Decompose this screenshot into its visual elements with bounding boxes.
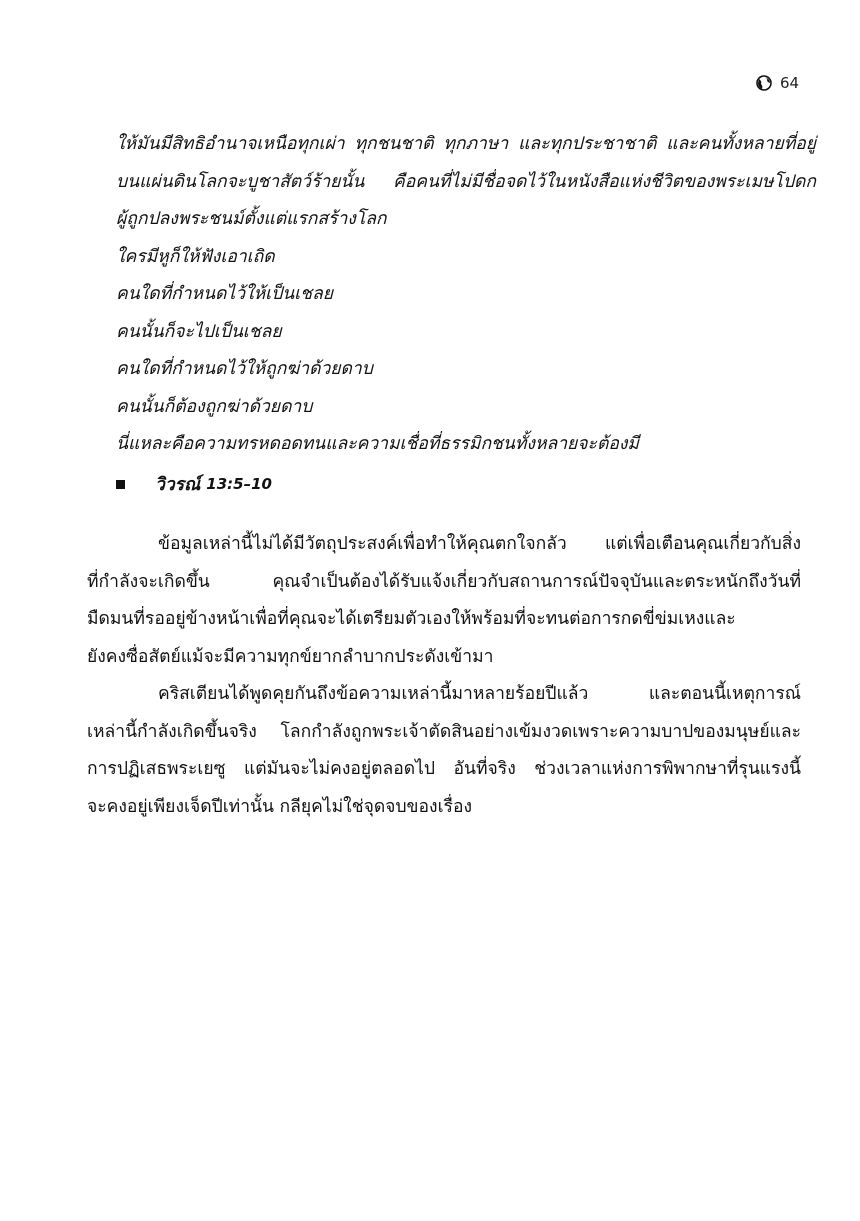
quote-line: ให้มันมีสิทธิอำนาจเหนือทุกเผ่า ทุกชนชาติ ทุกภาษา และทุกประชาชาติ และคนทั้งหลายที่อยู่ [116,134,816,154]
paragraph-line: เหล่านี้กำลังเกิดขึ้นจริง โลกกำลังถูกพระเจ้าตัดสินอย่างเข้มงวดเพราะความบาปของมนุษย์และ [87,721,801,742]
quote-line: บนแผ่นดินโลกจะบูชาสัตว์ร้ายนั้น คือคนที่ไม่มีชื่อจดไว้ในหนังสือแห่งชีวิตของพระเมษโปดก [116,171,816,192]
quote-line: คนใดที่กำหนดไว้ให้เป็นเชลย [116,284,333,304]
quote-line: คนใดที่กำหนดไว้ให้ถูกฆ่าด้วยดาบ [116,359,373,379]
paragraph-line: การปฏิเสธพระเยซู แต่มันจะไม่คงอยู่ตลอดไป อันที่จริง ช่วงเวลาแห่งการพิพากษาที่รุนแรงนี้ [87,759,801,779]
page-number: 64 [780,74,800,92]
body-text [87,526,801,826]
paragraph [87,676,801,826]
paragraph-line: ที่กำลังจะเกิดขึ้น คุณจำเป็นต้องได้รับแจ้งเกี่ยวกับสถานการณ์ปัจจุบันและตระหนักถึงวันที่ [87,571,801,592]
paragraph [87,526,801,676]
page-header [756,74,799,92]
scripture-reference [116,470,272,498]
quote-line: คนนั้นก็ต้องถูกฆ่าด้วยดาบ [116,396,313,417]
paragraph-line: จะคงอยู่เพียงเจ็ดปีเท่านั้น กลียุคไม่ใช่จุดจบของเรื่อง [87,796,472,817]
reference-book: วิวรณ์ [155,475,201,495]
paragraph-line: คริสเตียนได้พูดคุยกันถึงข้อความเหล่านี้มาหลายร้อยปีแล้ว และตอนนี้เหตุการณ์ [158,684,801,704]
paragraph-line: ข้อมูลเหล่านี้ไม่ได้มีวัตถุประสงค์เพื่อทำให้คุณตกใจกลัว แต่เพื่อเตือนคุณเกี่ยวกับสิ่ง [158,534,801,554]
paragraph-line: ยังคงซื่อสัตย์แม้จะมีความทุกข์ยากลำบากประดังเข้ามา [87,646,494,667]
reference-verse: 13:5–10 [206,475,272,493]
globe-icon [756,75,772,91]
bullet-square-icon [116,480,125,489]
scripture-quote [116,126,816,464]
quote-line: ผู้ถูกปลงพระชนม์ตั้งแต่แรกสร้างโลก [116,209,387,229]
quote-line: นี่แหละคือความทรหดอดทนและความเชื่อที่ธรรมิกชนทั้งหลายจะต้องมี [116,434,639,454]
quote-line: คนนั้นก็จะไปเป็นเชลย [116,321,282,342]
quote-line: ใครมีหูก็ให้ฟังเอาเถิด [116,246,275,267]
paragraph-line: มืดมนที่รออยู่ข้างหน้าเพื่อที่คุณจะได้เตรียมตัวเองให้พร้อมที่จะทนต่อการกดขี่ข่มเหงและ [87,609,736,629]
